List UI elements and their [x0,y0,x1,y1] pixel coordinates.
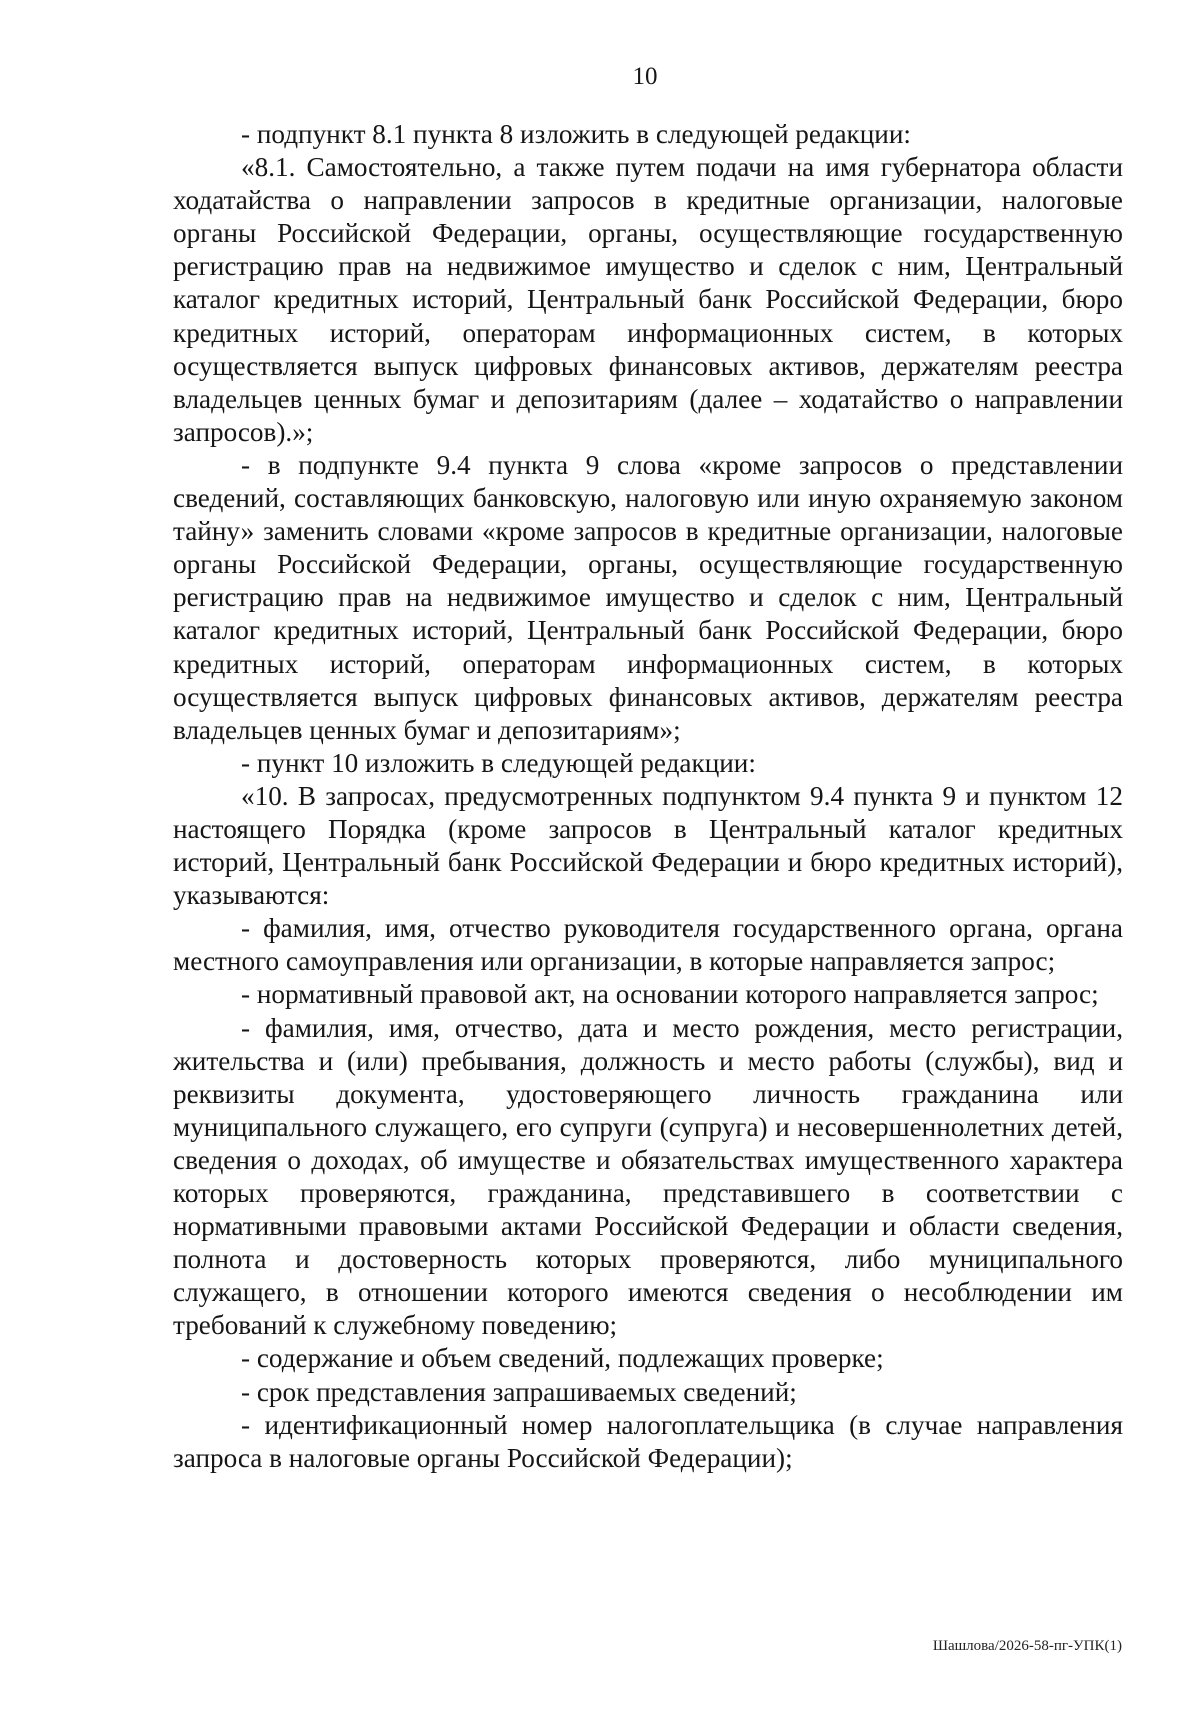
list-item-legal-act: - нормативный правовой акт, на основании которого направляется запрос; [241,979,1099,1010]
footer-stamp: Шашлова/2026-58-пг-УПК(1) [932,1638,1122,1654]
paragraph-10-text: «10. В запросах, предусмотренных подпунктом 9.4 пункта 9 и пунктом 12 настоящего Порядка (кроме запросов в Центральный каталог кредитных историй, Центральный банк Российской Федерации и бюро кредитных историй), указываются: [173,780,1123,911]
list-item-deadline: - срок представления запрашиваемых сведений; [241,1376,797,1407]
paragraph-amend-8-1-intro: - подпункт 8.1 пункта 8 изложить в следующей редакции: [241,119,911,149]
list-item-head-name: - фамилия, имя, отчество руководителя государственного органа, органа местного самоуправления или организации, в которые направляется запрос; [173,913,1123,977]
paragraph-amend-9-4: - в подпункте 9.4 пункта 9 слова «кроме запросов о представлении сведений, составляющих банковскую, налоговую или иную охраняемую законом тайну» заменить словами «кроме запросов в кредитные организации, налоговые органы Российской Федерации, органы, осуществляющие государственную регистрацию прав на недвижимое имущество и сделок с ним, Центральный каталог кредитных историй, Центральный банк Российской Федерации, бюро кредитных историй, операторам информационных систем, в которых осуществляется выпуск цифровых финансовых активов, держателям реестра владельцев ценных бумаг и депозитариям»; [173,449,1123,745]
list-item-inn: - идентификационный номер налогоплательщика (в случае направления запроса в налоговые органы Российской Федерации); [173,1409,1123,1473]
document-body [173,118,1123,1475]
paragraph-amend-10-intro: - пункт 10 изложить в следующей редакции: [241,747,756,778]
paragraph-8-1-text: «8.1. Самостоятельно, а также путем подачи на имя губернатора области ходатайства о направлении запросов в кредитные организации, налоговые органы Российской Федерации, органы, осуществляющие государственную регистрацию прав на недвижимое имущество и сделок с ним, Центральный каталог кредитных историй, Центральный банк Российской Федерации, бюро кредитных историй, операторам информационных систем, в которых осуществляется выпуск цифровых финансовых активов, держателям реестра владельцев ценных бумаг и депозитариям (далее – ходатайство о направлении запросов).»; [173,152,1123,447]
list-item-personal-data: - фамилия, имя, отчество, дата и место рождения, место регистрации, жительства и (или) пребывания, должность и место работы (службы), вид и реквизиты документа, удостоверяющего личность гражданина или муниципального служащего, его супруги (супруга) и несовершеннолетних детей, сведения о доходах, об имуществе и обязательствах имущественного характера которых проверяются, гражданина, представившего в соответствии с нормативными правовыми актами Российской Федерации и области сведения, полнота и достоверность которых проверяются, либо муниципального служащего, в отношении которого имеются сведения о несоблюдении им требований к служебному поведению; [173,1012,1123,1341]
page-number: 10 [632,63,658,90]
list-item-content-volume: - содержание и объем сведений, подлежащих проверке; [241,1343,884,1374]
